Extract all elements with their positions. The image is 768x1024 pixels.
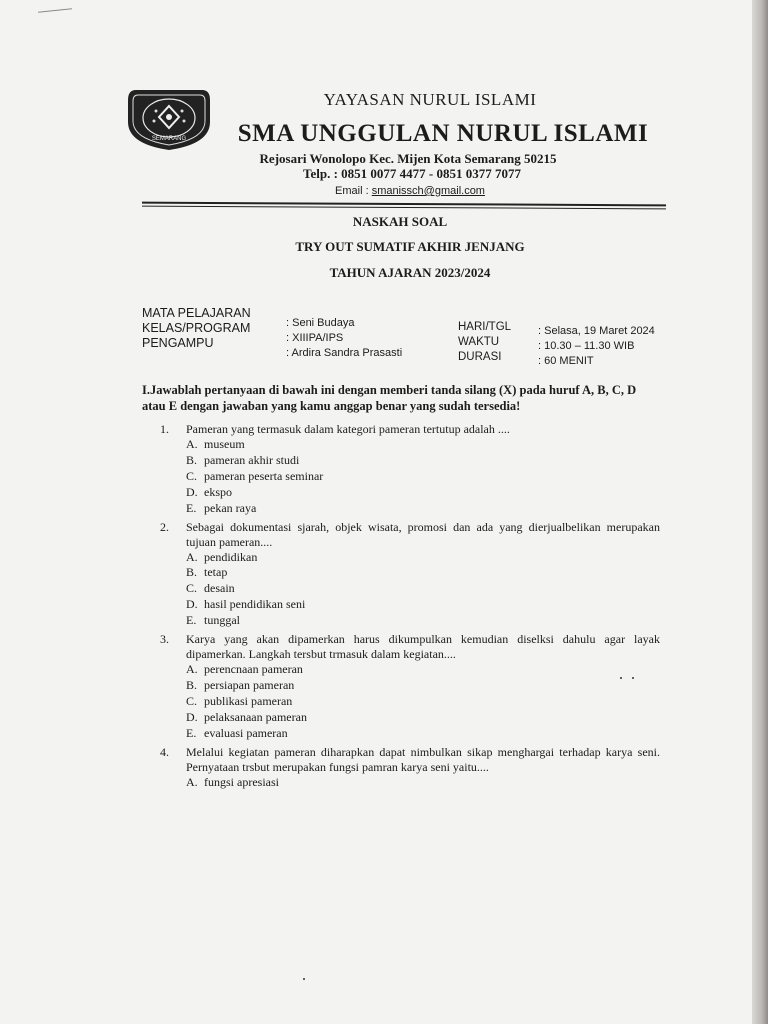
option-text: museum: [204, 437, 245, 451]
option-d[interactable]: [186, 710, 660, 726]
academic-year: TAHUN AJARAN 2023/2024: [329, 265, 491, 280]
meta-value: : 60 MENIT: [538, 355, 594, 367]
option-letter: E.: [186, 725, 197, 740]
option-text: desain: [204, 581, 235, 596]
question-number: 3.: [160, 632, 169, 647]
meta-value: : 10.30 – 11.30 WIB: [538, 340, 635, 352]
question-2: [160, 520, 660, 630]
question-number: 1.: [160, 422, 169, 436]
option-b[interactable]: [186, 453, 660, 469]
exam-title: TRY OUT SUMATIF AKHIR JENJANG: [295, 239, 525, 254]
foundation-name: YAYASAN NURUL ISLAMI: [323, 90, 537, 109]
meta-value: : Seni Budaya: [286, 317, 355, 329]
option-text: publikasi pameran: [204, 693, 293, 708]
option-letter: A.: [186, 549, 198, 564]
pen-mark: [38, 8, 72, 13]
svg-text:SEMARANG: SEMARANG: [151, 136, 187, 142]
option-letter: B.: [186, 452, 198, 467]
stray-dot: [632, 677, 634, 679]
question-text: Melalui kegiatan pameran diharapkan dapat nimbulkan sikap menghargai terhadap karya seni. Pernyataan trsbut merupakan fungsi pamran karya seni yaitu....: [186, 744, 660, 774]
option-text: pekan raya: [204, 500, 257, 515]
school-email: [300, 185, 520, 197]
option-letter: A.: [186, 774, 198, 789]
option-text: persiapan pameran: [204, 677, 295, 692]
option-text: perencnaan pameran: [204, 662, 303, 677]
option-letter: A.: [186, 437, 198, 451]
option-text: tetap: [204, 565, 228, 580]
header-divider-thin: [142, 206, 666, 210]
option-letter: D.: [186, 484, 198, 499]
option-text: pameran akhir studi: [204, 452, 300, 467]
option-c[interactable]: [186, 581, 660, 597]
meta-label: DURASI: [458, 351, 502, 363]
option-letter: C.: [186, 581, 198, 596]
meta-label: PENGAMPU: [142, 336, 214, 350]
meta-label: HARI/TGL: [458, 321, 512, 333]
option-e[interactable]: [186, 726, 660, 742]
option-a[interactable]: [186, 662, 660, 678]
school-crest-logo: [126, 84, 212, 152]
question-3: [160, 632, 660, 742]
meta-value: : Ardira Sandra Prasasti: [286, 347, 403, 359]
email-label: Email :: [335, 185, 372, 197]
option-letter: B.: [186, 677, 198, 692]
option-text: pameran peserta seminar: [204, 468, 324, 483]
option-b[interactable]: [186, 678, 660, 694]
option-a[interactable]: [186, 437, 660, 453]
option-letter: E.: [186, 613, 197, 628]
question-4: [160, 745, 660, 791]
option-letter: A.: [186, 662, 198, 677]
meta-value: : Selasa, 19 Maret 2024: [538, 325, 655, 337]
option-text: pelaksanaan pameran: [204, 709, 307, 724]
question-number: 4.: [160, 744, 169, 759]
school-address: Rejosari Wonolopo Kec. Mijen Kota Semarang 50215: [259, 151, 557, 166]
option-a[interactable]: [186, 550, 660, 566]
meta-right-labels: [458, 320, 511, 365]
email-address: smanissch@gmail.com: [371, 185, 485, 197]
meta-right-values: [538, 324, 655, 369]
option-e[interactable]: [186, 613, 660, 629]
option-letter: B.: [186, 565, 198, 580]
question-text: Karya yang akan dipamerkan harus dikumpulkan kemudian diselksi dahulu agar layak dipamerkan. Langkah tersbut trmasuk dalam kegiatan....: [186, 632, 660, 662]
question-1: [160, 422, 660, 517]
option-letter: D.: [186, 709, 198, 724]
instruction-text: I.Jawablah pertanyaan di bawah ini dengan memberi tanda silang (X) pada huruf A, B, C, D atau E dengan jawaban yang kamu anggap benar yang sudah tersedia!: [142, 383, 637, 413]
meta-value: : XIIIPA/IPS: [286, 332, 344, 344]
option-text: fungsi apresiasi: [204, 774, 279, 789]
option-text: pendidikan: [204, 549, 258, 564]
meta-left-values: [286, 316, 402, 361]
stray-dot: [303, 978, 305, 980]
option-text: ekspo: [204, 484, 232, 499]
option-b[interactable]: [186, 565, 660, 581]
meta-label: MATA PELAJARAN: [142, 306, 251, 320]
option-text: hasil pendidikan seni: [204, 597, 306, 612]
question-list: [160, 422, 660, 794]
option-a[interactable]: [186, 775, 660, 791]
meta-left-labels: [142, 306, 251, 351]
stray-dot: [620, 677, 622, 679]
school-name: SMA UNGGULAN NURUL ISLAMI: [237, 120, 649, 147]
doc-type-title: NASKAH SOAL: [352, 214, 448, 229]
option-letter: D.: [186, 597, 198, 612]
option-letter: E.: [186, 500, 197, 515]
option-text: evaluasi pameran: [204, 725, 288, 740]
option-d[interactable]: [186, 485, 660, 501]
question-text: Sebagai dokumentasi sjarah, objek wisata, promosi dan ada yang dierjualbelikan merupakan tujuan pameran....: [186, 519, 660, 549]
meta-label: KELAS/PROGRAM: [142, 321, 251, 335]
question-text: Pameran yang termasuk dalam kategori pameran tertutup adalah ....: [186, 422, 510, 436]
school-phone: Telp. : 0851 0077 4477 - 0851 0377 7077: [303, 166, 521, 181]
option-d[interactable]: [186, 597, 660, 613]
option-letter: C.: [186, 468, 198, 483]
option-c[interactable]: [186, 694, 660, 710]
question-number: 2.: [160, 519, 169, 534]
option-letter: C.: [186, 693, 198, 708]
option-e[interactable]: [186, 501, 660, 517]
option-text: tunggal: [204, 613, 240, 628]
option-c[interactable]: [186, 469, 660, 485]
meta-label: WAKTU: [458, 336, 500, 348]
